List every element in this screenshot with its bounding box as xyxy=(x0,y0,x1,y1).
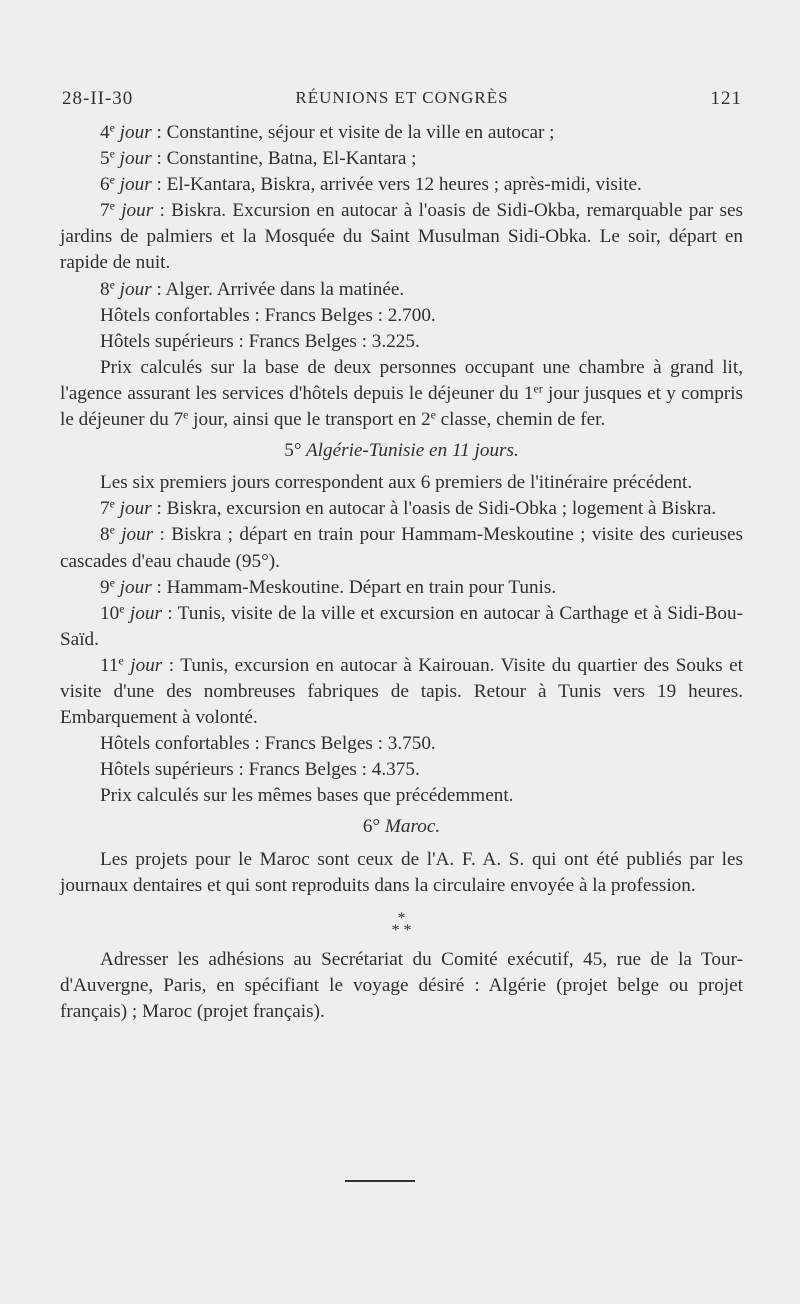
day-entry: 4e jour : Constantine, séjour et visite de la ville en autocar ; xyxy=(100,120,555,143)
price-note: Prix calculés sur les mêmes bases que précédemment. xyxy=(100,785,514,807)
day-entry: 9e jour : Hammam-Meskoutine. Départ en train pour Tunis. xyxy=(100,575,557,598)
day-entry: 7e jour : Biskra, excursion en autocar à l'oasis de Sidi-Obka ; logement à Biskra. xyxy=(100,496,717,520)
hotel-price-comfort: Hôtels confortables : Francs Belges : 3.750. xyxy=(100,733,436,755)
hotel-price-comfort: Hôtels confortables : Francs Belges : 2.700. xyxy=(100,304,436,326)
price-note: Prix calculés sur la base de deux personnes occupant une chambre à grand lit, l'agence assurant les services d'hôtels depuis le déjeuner du 1er jour jusques et y compris le déjeuner du 7e jour, ainsi que le transport en 2e classe, chemin de fer. xyxy=(60,356,743,431)
page-number: 121 xyxy=(710,88,742,109)
maroc-paragraph: Les projets pour le Maroc sont ceux de l'A. F. A. S. qui ont été publiés par les journaux dentaires et qui sont reproduits dans la circulaire envoyée à la profession. xyxy=(60,848,743,896)
section-intro: Les six premiers jours correspondent aux 6 premiers de l'itinéraire précédent. xyxy=(100,472,693,494)
day-entry: 6e jour : El-Kantara, Biskra, arrivée vers 12 heures ; après-midi, visite. xyxy=(100,172,642,196)
page-body xyxy=(60,120,743,1025)
header-date: 28-II-30 xyxy=(62,88,134,109)
day-entry: 10e jour : Tunis, visite de la ville et excursion en autocar à Carthage et à Sidi-Bou-Saïd. xyxy=(60,601,743,650)
section-title: 6° Maroc. xyxy=(362,816,441,838)
day-entry: 11e jour : Tunis, excursion en autocar à Kairouan. Visite du quartier des Souks et visite d'une des nombreuses fabriques de tapis. Retour à Tunis vers 19 heures. Embarquement à volonté. xyxy=(60,653,743,729)
hotel-price-superior: Hôtels supérieurs : Francs Belges : 3.225. xyxy=(100,330,420,352)
running-header xyxy=(62,88,742,114)
day-entry: 7e jour : Biskra. Excursion en autocar à l'oasis de Sidi-Okba, remarquable par ses jardins de palmiers et la Mosquée du Saint Musulman Sidi-Obka. Le soir, départ en rapide de nuit. xyxy=(60,198,743,274)
day-entry: 8e jour : Biskra ; départ en train pour Hammam-Meskoutine ; visite des curieuses cascades d'eau chaude (95°). xyxy=(60,522,743,572)
section-title: 5° Algérie-Tunisie en 11 jours. xyxy=(284,440,519,462)
end-rule xyxy=(345,1180,415,1182)
closing-paragraph: Adresser les adhésions au Secrétariat du Comité exécutif, 45, rue de la Tour-d'Auvergne, Paris, en spécifiant le voyage désiré : Algérie (projet belge ou projet français) ; Maroc (projet français). xyxy=(60,948,743,1022)
day-entry: 5e jour : Constantine, Batna, El-Kantara ; xyxy=(100,146,417,170)
header-title: RÉUNIONS ET CONGRÈS xyxy=(295,88,509,107)
day-entry: 8e jour : Alger. Arrivée dans la matinée. xyxy=(100,277,405,300)
asterism: * * * xyxy=(391,909,412,939)
hotel-price-superior: Hôtels supérieurs : Francs Belges : 4.375. xyxy=(100,759,420,781)
